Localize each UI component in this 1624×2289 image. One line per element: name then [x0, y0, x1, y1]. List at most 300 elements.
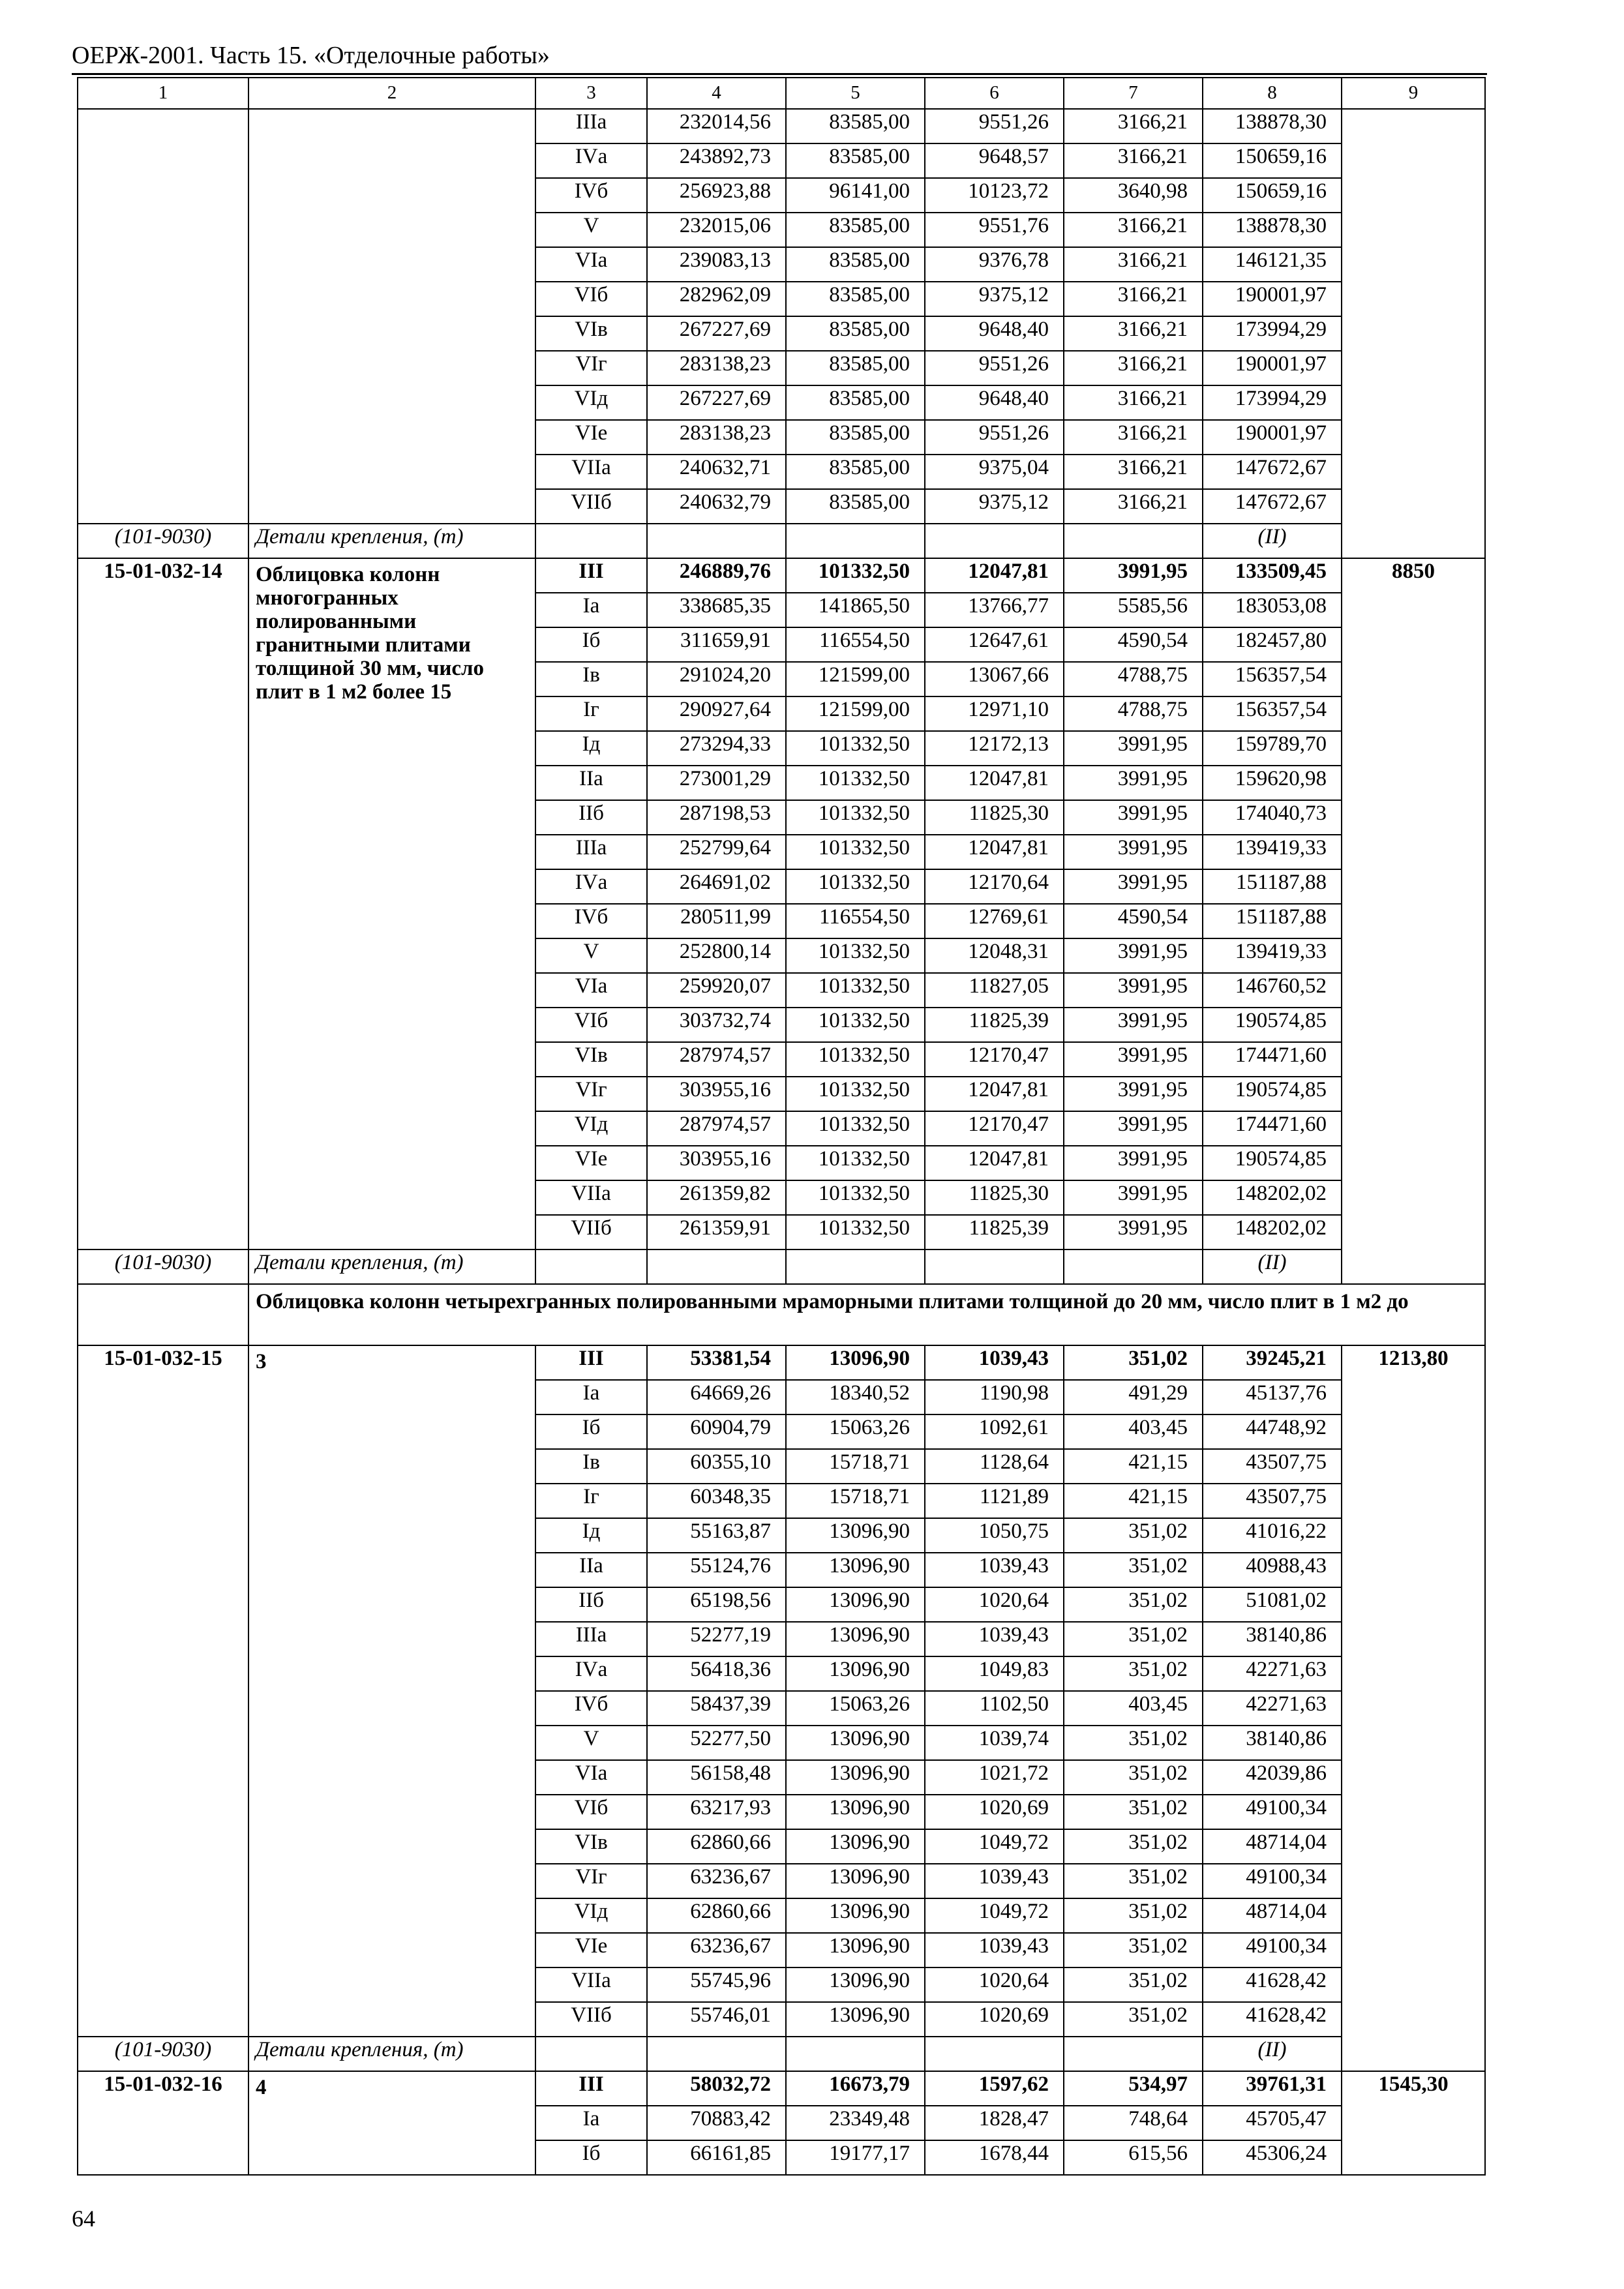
value-cell: 13096,90 — [786, 1726, 925, 1760]
zone-cell: VIд — [535, 1111, 647, 1146]
footer-unit-cell: (II) — [1203, 1249, 1342, 1284]
value-cell: 133509,45 — [1203, 558, 1342, 593]
value-cell: 1121,89 — [925, 1484, 1064, 1518]
value-cell: 150659,16 — [1203, 143, 1342, 178]
empty-cell — [1064, 524, 1203, 558]
value-cell: 12047,81 — [925, 835, 1064, 869]
zone-cell: IIа — [535, 766, 647, 800]
value-cell: 40988,43 — [1203, 1553, 1342, 1587]
zone-cell: IVа — [535, 1656, 647, 1691]
value-cell: 1678,44 — [925, 2140, 1064, 2175]
value-cell: 351,02 — [1064, 2002, 1203, 2037]
footer-label-cell: Детали крепления, (т) — [248, 524, 535, 558]
zone-cell: VIб — [535, 1795, 647, 1829]
value-cell: 141865,50 — [786, 593, 925, 627]
value-cell: 267227,69 — [647, 316, 786, 351]
zone-cell: Iг — [535, 1484, 647, 1518]
value-cell: 173994,29 — [1203, 385, 1342, 420]
value-cell: 1020,64 — [925, 1587, 1064, 1622]
value-cell: 13096,90 — [786, 1518, 925, 1553]
value-cell: 240632,71 — [647, 455, 786, 489]
rate-code-cell: 15-01-032-16 — [78, 2071, 248, 2175]
page-number: 64 — [72, 2206, 95, 2232]
value-cell: 64669,26 — [647, 1380, 786, 1414]
value-cell: 101332,50 — [786, 1146, 925, 1180]
value-cell: 83585,00 — [786, 385, 925, 420]
value-cell: 273001,29 — [647, 766, 786, 800]
value-cell: 9551,26 — [925, 420, 1064, 455]
empty-cell — [925, 1249, 1064, 1284]
value-cell: 5585,56 — [1064, 593, 1203, 627]
section-heading-row — [78, 1284, 1485, 1345]
value-cell: 38140,86 — [1203, 1622, 1342, 1656]
fastening-details-row — [78, 1249, 1485, 1284]
column-number-cell: 3 — [535, 78, 647, 109]
value-cell: 13096,90 — [786, 1967, 925, 2002]
zone-cell: VIIб — [535, 2002, 647, 2037]
value-cell: 1597,62 — [925, 2071, 1064, 2106]
value-cell: 15718,71 — [786, 1484, 925, 1518]
value-cell: 9376,78 — [925, 247, 1064, 282]
value-cell: 1039,43 — [925, 1622, 1064, 1656]
value-cell: 12047,81 — [925, 766, 1064, 800]
value-cell: 151187,88 — [1203, 904, 1342, 938]
value-cell: 58437,39 — [647, 1691, 786, 1726]
footer-code-cell: (101-9030) — [78, 1249, 248, 1284]
value-cell: 44748,92 — [1203, 1414, 1342, 1449]
value-cell: 403,45 — [1064, 1414, 1203, 1449]
value-cell: 183053,08 — [1203, 593, 1342, 627]
value-cell: 261359,91 — [647, 1215, 786, 1249]
empty-cell — [786, 2037, 925, 2071]
table-row — [78, 109, 1485, 143]
zone-cell: VIг — [535, 351, 647, 385]
value-cell: 3166,21 — [1064, 455, 1203, 489]
value-cell: 190001,97 — [1203, 420, 1342, 455]
value-cell: 173994,29 — [1203, 316, 1342, 351]
value-cell: 351,02 — [1064, 1553, 1203, 1587]
value-cell: 283138,23 — [647, 351, 786, 385]
value-cell: 12170,64 — [925, 869, 1064, 904]
value-cell: 13096,90 — [786, 1829, 925, 1864]
value-cell: 3991,95 — [1064, 1077, 1203, 1111]
value-cell: 101332,50 — [786, 558, 925, 593]
value-cell: 13096,90 — [786, 1760, 925, 1795]
value-cell: 3991,95 — [1064, 835, 1203, 869]
value-cell: 280511,99 — [647, 904, 786, 938]
value-cell: 239083,13 — [647, 247, 786, 282]
zone-cell: VIг — [535, 1077, 647, 1111]
value-cell: 96141,00 — [786, 178, 925, 213]
value-cell: 83585,00 — [786, 109, 925, 143]
value-cell: 12647,61 — [925, 627, 1064, 662]
value-cell: 3991,95 — [1064, 1111, 1203, 1146]
value-cell: 101332,50 — [786, 1215, 925, 1249]
value-cell: 13096,90 — [786, 1553, 925, 1587]
value-cell: 1039,43 — [925, 1933, 1064, 1967]
value-cell: 174040,73 — [1203, 800, 1342, 835]
zone-cell: IVа — [535, 143, 647, 178]
value-cell: 62860,66 — [647, 1829, 786, 1864]
empty-cell — [786, 524, 925, 558]
value-cell: 147672,67 — [1203, 455, 1342, 489]
value-cell: 615,56 — [1064, 2140, 1203, 2175]
value-cell: 121599,00 — [786, 662, 925, 696]
value-cell: 3991,95 — [1064, 558, 1203, 593]
extra-value-cell: 1213,80 — [1342, 1345, 1485, 2071]
zone-cell: Iа — [535, 593, 647, 627]
value-cell: 101332,50 — [786, 869, 925, 904]
value-cell: 1039,74 — [925, 1726, 1064, 1760]
zone-cell: VIIб — [535, 489, 647, 524]
value-cell: 83585,00 — [786, 351, 925, 385]
value-cell: 1020,69 — [925, 2002, 1064, 2037]
value-cell: 41628,42 — [1203, 1967, 1342, 2002]
page-header-title: ОЕРЖ-2001. Часть 15. «Отделочные работы» — [72, 42, 550, 69]
value-cell: 83585,00 — [786, 143, 925, 178]
value-cell: 283138,23 — [647, 420, 786, 455]
value-cell: 403,45 — [1064, 1691, 1203, 1726]
value-cell: 190574,85 — [1203, 1146, 1342, 1180]
footer-unit-cell: (II) — [1203, 524, 1342, 558]
value-cell: 9648,40 — [925, 385, 1064, 420]
zone-cell: III — [535, 558, 647, 593]
zone-cell: VIIб — [535, 1215, 647, 1249]
zone-cell: IVб — [535, 178, 647, 213]
rates-table — [77, 77, 1486, 2176]
value-cell: 45137,76 — [1203, 1380, 1342, 1414]
value-cell: 9375,12 — [925, 489, 1064, 524]
value-cell: 146760,52 — [1203, 973, 1342, 1008]
value-cell: 56418,36 — [647, 1656, 786, 1691]
rate-description-cell — [248, 109, 535, 524]
value-cell: 264691,02 — [647, 869, 786, 904]
value-cell: 55745,96 — [647, 1967, 786, 2002]
value-cell: 19177,17 — [786, 2140, 925, 2175]
value-cell: 9551,26 — [925, 351, 1064, 385]
zone-cell: Iб — [535, 2140, 647, 2175]
value-cell: 151187,88 — [1203, 869, 1342, 904]
value-cell: 9375,12 — [925, 282, 1064, 316]
value-cell: 13067,66 — [925, 662, 1064, 696]
value-cell: 147672,67 — [1203, 489, 1342, 524]
value-cell: 1128,64 — [925, 1449, 1064, 1484]
value-cell: 256923,88 — [647, 178, 786, 213]
value-cell: 49100,34 — [1203, 1864, 1342, 1898]
value-cell: 45306,24 — [1203, 2140, 1342, 2175]
value-cell: 101332,50 — [786, 1042, 925, 1077]
value-cell: 23349,48 — [786, 2106, 925, 2140]
value-cell: 13096,90 — [786, 1345, 925, 1380]
zone-cell: VIг — [535, 1864, 647, 1898]
value-cell: 65198,56 — [647, 1587, 786, 1622]
value-cell: 240632,79 — [647, 489, 786, 524]
value-cell: 83585,00 — [786, 420, 925, 455]
value-cell: 351,02 — [1064, 1726, 1203, 1760]
value-cell: 290927,64 — [647, 696, 786, 731]
zone-cell: IIIа — [535, 1622, 647, 1656]
value-cell: 49100,34 — [1203, 1795, 1342, 1829]
value-cell: 243892,73 — [647, 143, 786, 178]
value-cell: 252800,14 — [647, 938, 786, 973]
table-row — [78, 1345, 1485, 1380]
value-cell: 291024,20 — [647, 662, 786, 696]
value-cell: 43507,75 — [1203, 1449, 1342, 1484]
value-cell: 12170,47 — [925, 1042, 1064, 1077]
empty-cell — [925, 524, 1064, 558]
value-cell: 3991,95 — [1064, 869, 1203, 904]
zone-cell: Iв — [535, 662, 647, 696]
zone-cell: VIа — [535, 973, 647, 1008]
value-cell: 1020,64 — [925, 1967, 1064, 2002]
value-cell: 39245,21 — [1203, 1345, 1342, 1380]
extra-value-cell — [1342, 109, 1485, 558]
column-number-cell: 8 — [1203, 78, 1342, 109]
value-cell: 351,02 — [1064, 1967, 1203, 2002]
value-cell: 13766,77 — [925, 593, 1064, 627]
value-cell: 42039,86 — [1203, 1760, 1342, 1795]
zone-cell: VIе — [535, 1146, 647, 1180]
value-cell: 287974,57 — [647, 1111, 786, 1146]
value-cell: 13096,90 — [786, 1933, 925, 1967]
column-number-cell: 6 — [925, 78, 1064, 109]
value-cell: 38140,86 — [1203, 1726, 1342, 1760]
value-cell: 83585,00 — [786, 213, 925, 247]
footer-label-cell: Детали крепления, (т) — [248, 2037, 535, 2071]
value-cell: 11825,30 — [925, 1180, 1064, 1215]
zone-cell: VIIа — [535, 1967, 647, 2002]
value-cell: 3166,21 — [1064, 351, 1203, 385]
value-cell: 232015,06 — [647, 213, 786, 247]
value-cell: 351,02 — [1064, 1760, 1203, 1795]
zone-cell: VIв — [535, 316, 647, 351]
value-cell: 261359,82 — [647, 1180, 786, 1215]
zone-cell: Iб — [535, 1414, 647, 1449]
value-cell: 101332,50 — [786, 973, 925, 1008]
value-cell: 83585,00 — [786, 455, 925, 489]
zone-cell: IVа — [535, 869, 647, 904]
value-cell: 9648,40 — [925, 316, 1064, 351]
value-cell: 11827,05 — [925, 973, 1064, 1008]
value-cell: 15063,26 — [786, 1691, 925, 1726]
value-cell: 534,97 — [1064, 2071, 1203, 2106]
value-cell: 101332,50 — [786, 835, 925, 869]
value-cell: 39761,31 — [1203, 2071, 1342, 2106]
value-cell: 421,15 — [1064, 1449, 1203, 1484]
value-cell: 66161,85 — [647, 2140, 786, 2175]
value-cell: 351,02 — [1064, 1795, 1203, 1829]
value-cell: 232014,56 — [647, 109, 786, 143]
value-cell: 150659,16 — [1203, 178, 1342, 213]
value-cell: 282962,09 — [647, 282, 786, 316]
footer-code-cell: (101-9030) — [78, 2037, 248, 2071]
value-cell: 11825,39 — [925, 1215, 1064, 1249]
zone-cell: Iд — [535, 731, 647, 766]
zone-cell: VIIа — [535, 455, 647, 489]
value-cell: 12047,81 — [925, 1146, 1064, 1180]
zone-cell: Iб — [535, 627, 647, 662]
value-cell: 101332,50 — [786, 800, 925, 835]
value-cell: 156357,54 — [1203, 696, 1342, 731]
value-cell: 101332,50 — [786, 1180, 925, 1215]
value-cell: 83585,00 — [786, 489, 925, 524]
value-cell: 1020,69 — [925, 1795, 1064, 1829]
value-cell: 13096,90 — [786, 1795, 925, 1829]
value-cell: 3166,21 — [1064, 316, 1203, 351]
table-row — [78, 2071, 1485, 2106]
empty-cell — [925, 2037, 1064, 2071]
value-cell: 63236,67 — [647, 1864, 786, 1898]
value-cell: 13096,90 — [786, 1864, 925, 1898]
value-cell: 42271,63 — [1203, 1656, 1342, 1691]
value-cell: 60904,79 — [647, 1414, 786, 1449]
value-cell: 9648,57 — [925, 143, 1064, 178]
value-cell: 12170,47 — [925, 1111, 1064, 1146]
value-cell: 3166,21 — [1064, 109, 1203, 143]
zone-cell: VIб — [535, 282, 647, 316]
value-cell: 56158,48 — [647, 1760, 786, 1795]
value-cell: 83585,00 — [786, 247, 925, 282]
rate-code-cell: 15-01-032-15 — [78, 1345, 248, 2037]
zone-cell: VIе — [535, 1933, 647, 1967]
value-cell: 15063,26 — [786, 1414, 925, 1449]
value-cell: 3166,21 — [1064, 143, 1203, 178]
value-cell: 1039,43 — [925, 1864, 1064, 1898]
value-cell: 1049,72 — [925, 1829, 1064, 1864]
empty-cell — [78, 1284, 248, 1345]
value-cell: 259920,07 — [647, 973, 786, 1008]
value-cell: 1049,83 — [925, 1656, 1064, 1691]
value-cell: 3166,21 — [1064, 247, 1203, 282]
value-cell: 3991,95 — [1064, 1215, 1203, 1249]
value-cell: 3991,95 — [1064, 1042, 1203, 1077]
zone-cell: III — [535, 2071, 647, 2106]
value-cell: 3991,95 — [1064, 766, 1203, 800]
zone-cell: III — [535, 1345, 647, 1380]
value-cell: 351,02 — [1064, 1587, 1203, 1622]
value-cell: 51081,02 — [1203, 1587, 1342, 1622]
value-cell: 287198,53 — [647, 800, 786, 835]
value-cell: 55163,87 — [647, 1518, 786, 1553]
value-cell: 351,02 — [1064, 1898, 1203, 1933]
zone-cell: VIе — [535, 420, 647, 455]
value-cell: 3166,21 — [1064, 420, 1203, 455]
zone-cell: V — [535, 938, 647, 973]
zone-cell: VIIа — [535, 1180, 647, 1215]
column-number-row — [78, 78, 1485, 109]
value-cell: 148202,02 — [1203, 1180, 1342, 1215]
value-cell: 338685,35 — [647, 593, 786, 627]
extra-value-cell: 1545,30 — [1342, 2071, 1485, 2175]
value-cell: 1039,43 — [925, 1553, 1064, 1587]
value-cell: 273294,33 — [647, 731, 786, 766]
value-cell: 63236,67 — [647, 1933, 786, 1967]
zone-cell: Iв — [535, 1449, 647, 1484]
value-cell: 1828,47 — [925, 2106, 1064, 2140]
value-cell: 138878,30 — [1203, 213, 1342, 247]
value-cell: 12769,61 — [925, 904, 1064, 938]
value-cell: 12172,13 — [925, 731, 1064, 766]
value-cell: 55124,76 — [647, 1553, 786, 1587]
value-cell: 12047,81 — [925, 1077, 1064, 1111]
value-cell: 62860,66 — [647, 1898, 786, 1933]
value-cell: 748,64 — [1064, 2106, 1203, 2140]
value-cell: 182457,80 — [1203, 627, 1342, 662]
value-cell: 9551,76 — [925, 213, 1064, 247]
fastening-details-row — [78, 2037, 1485, 2071]
zone-cell: VIа — [535, 1760, 647, 1795]
value-cell: 3166,21 — [1064, 213, 1203, 247]
value-cell: 53381,54 — [647, 1345, 786, 1380]
value-cell: 156357,54 — [1203, 662, 1342, 696]
value-cell: 12971,10 — [925, 696, 1064, 731]
zone-cell: Iд — [535, 1518, 647, 1553]
zone-cell: IVб — [535, 1691, 647, 1726]
value-cell: 11825,30 — [925, 800, 1064, 835]
value-cell: 159620,98 — [1203, 766, 1342, 800]
value-cell: 41628,42 — [1203, 2002, 1342, 2037]
footer-unit-cell: (II) — [1203, 2037, 1342, 2071]
value-cell: 1190,98 — [925, 1380, 1064, 1414]
value-cell: 70883,42 — [647, 2106, 786, 2140]
rate-description-cell: Облицовка колонн многогранных полированными гранитными плитами толщиной 30 мм, число плит в 1 м2 более 15 — [248, 558, 535, 1249]
fastening-details-row — [78, 524, 1485, 558]
value-cell: 83585,00 — [786, 282, 925, 316]
value-cell: 3991,95 — [1064, 1008, 1203, 1042]
value-cell: 116554,50 — [786, 627, 925, 662]
value-cell: 13096,90 — [786, 2002, 925, 2037]
value-cell: 13096,90 — [786, 1622, 925, 1656]
value-cell: 246889,76 — [647, 558, 786, 593]
empty-cell — [1064, 2037, 1203, 2071]
value-cell: 267227,69 — [647, 385, 786, 420]
value-cell: 287974,57 — [647, 1042, 786, 1077]
value-cell: 303955,16 — [647, 1146, 786, 1180]
zone-cell: IIIа — [535, 835, 647, 869]
footer-code-cell: (101-9030) — [78, 524, 248, 558]
value-cell: 3991,95 — [1064, 973, 1203, 1008]
value-cell: 1039,43 — [925, 1345, 1064, 1380]
value-cell: 174471,60 — [1203, 1042, 1342, 1077]
value-cell: 146121,35 — [1203, 247, 1342, 282]
value-cell: 101332,50 — [786, 1008, 925, 1042]
value-cell: 116554,50 — [786, 904, 925, 938]
empty-cell — [535, 1249, 647, 1284]
value-cell: 3166,21 — [1064, 385, 1203, 420]
value-cell: 9375,04 — [925, 455, 1064, 489]
value-cell: 1102,50 — [925, 1691, 1064, 1726]
column-number-cell: 9 — [1342, 78, 1485, 109]
empty-cell — [647, 524, 786, 558]
value-cell: 101332,50 — [786, 766, 925, 800]
value-cell: 190574,85 — [1203, 1077, 1342, 1111]
value-cell: 58032,72 — [647, 2071, 786, 2106]
value-cell: 138878,30 — [1203, 109, 1342, 143]
value-cell: 9551,26 — [925, 109, 1064, 143]
zone-cell: IIа — [535, 1553, 647, 1587]
empty-cell — [535, 524, 647, 558]
value-cell: 41016,22 — [1203, 1518, 1342, 1553]
column-number-cell: 1 — [78, 78, 248, 109]
empty-cell — [786, 1249, 925, 1284]
value-cell: 351,02 — [1064, 1345, 1203, 1380]
value-cell: 11825,39 — [925, 1008, 1064, 1042]
value-cell: 18340,52 — [786, 1380, 925, 1414]
column-number-cell: 4 — [647, 78, 786, 109]
value-cell: 148202,02 — [1203, 1215, 1342, 1249]
value-cell: 1092,61 — [925, 1414, 1064, 1449]
value-cell: 43507,75 — [1203, 1484, 1342, 1518]
